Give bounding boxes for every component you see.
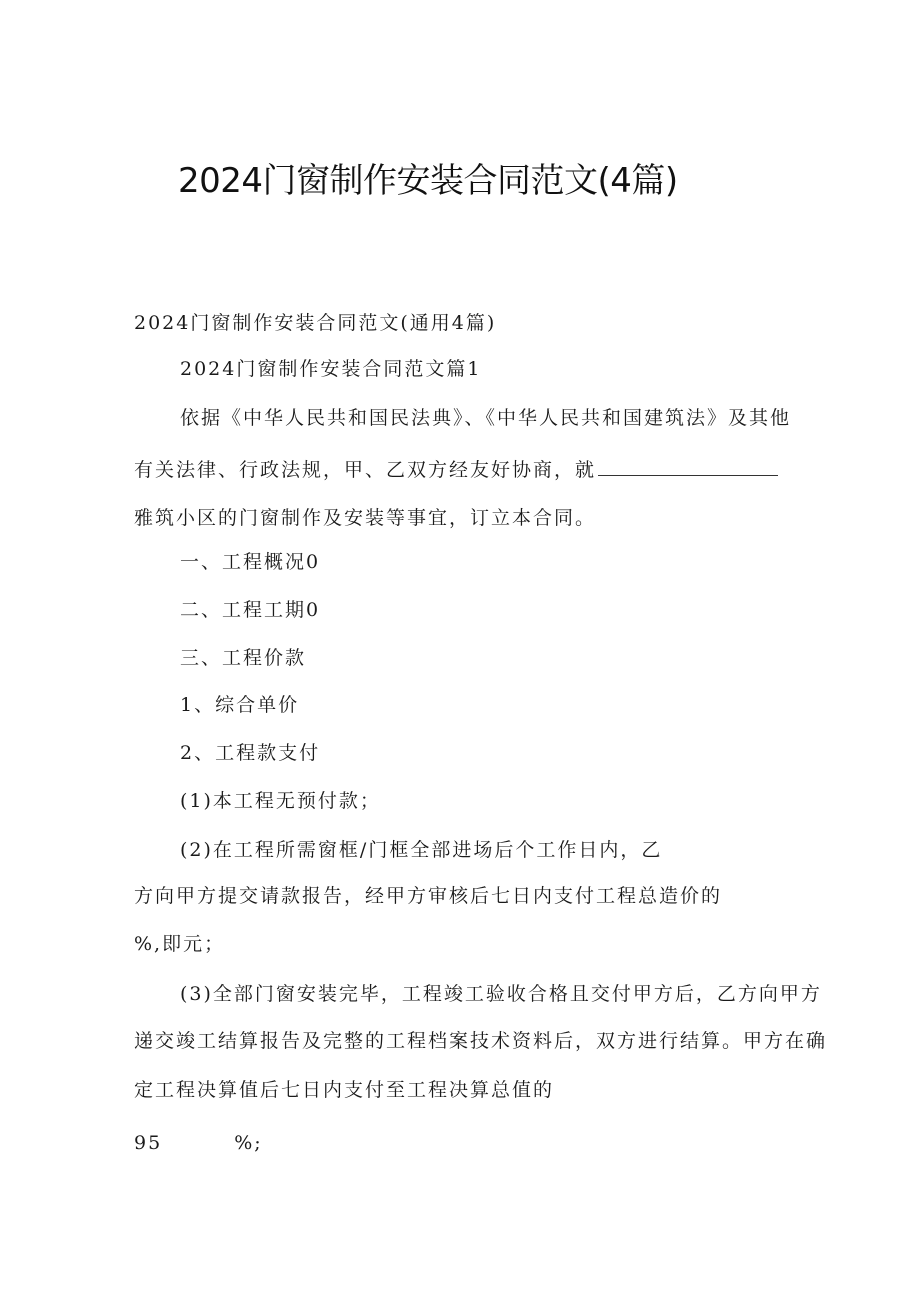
- project-name-blank: [598, 457, 778, 476]
- document-title: 2024门窗制作安装合同范文(4篇): [178, 161, 678, 201]
- payment-item-3-line-2: 递交竣工结算报告及完整的工程档案技术资料后，双方进行结算。甲方在确: [134, 1030, 828, 1052]
- clause-project-duration: 二、工程工期0: [180, 599, 321, 621]
- payment-percent-value: 95: [134, 1132, 163, 1154]
- intro-line-2: [134, 457, 778, 482]
- payment-item-2-line-3: %,即元；: [134, 933, 226, 955]
- payment-item-2-line-1: (2)在工程所需窗框/门框全部进场后个工作日内，乙: [180, 839, 663, 861]
- subclause-unit-price: 1、综合单价: [180, 694, 300, 716]
- intro-line-3: 雅筑小区的门窗制作及安装等事宜，订立本合同。: [134, 507, 597, 529]
- document-subtitle: 2024门窗制作安装合同范文(通用4篇): [134, 312, 497, 334]
- payment-item-3-percent: [134, 1131, 263, 1155]
- intro-line-2-text: 有关法律、行政法规，甲、乙双方经友好协商，就: [134, 459, 597, 481]
- payment-percent-suffix: %;: [234, 1132, 263, 1154]
- payment-item-1: (1)本工程无预付款；: [180, 790, 381, 812]
- subclause-payment: 2、工程款支付: [180, 742, 321, 764]
- section-heading: 2024门窗制作安装合同范文篇1: [180, 358, 482, 380]
- clause-project-price: 三、工程价款: [180, 647, 307, 669]
- payment-item-3-line-1: (3)全部门窗安装完毕，工程竣工验收合格且交付甲方后，乙方向甲方: [180, 983, 822, 1005]
- payment-item-3-line-3: 定工程决算值后七日内支付至工程决算总值的: [134, 1079, 555, 1101]
- clause-project-overview: 一、工程概况0: [180, 551, 321, 573]
- intro-line-1: 依据《中华人民共和国民法典》、《中华人民共和国建筑法》及其他: [180, 407, 792, 429]
- payment-item-2-line-2: 方向甲方提交请款报告，经甲方审核后七日内支付工程总造价的: [134, 885, 723, 907]
